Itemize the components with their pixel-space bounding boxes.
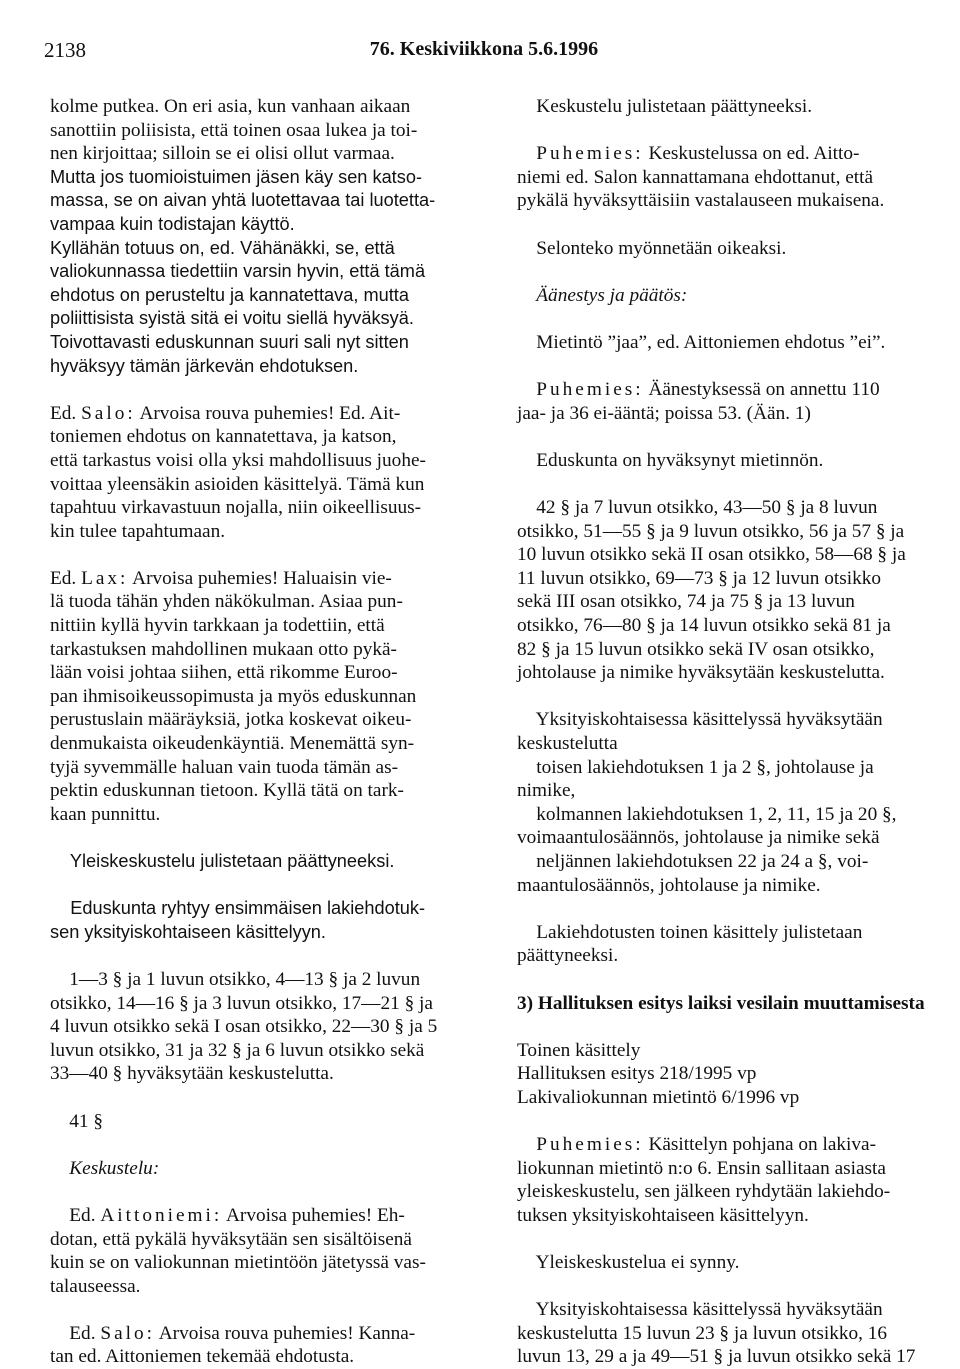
- right-line: päättyneeksi.: [517, 945, 619, 967]
- right-speech-first-line: [517, 142, 957, 166]
- right-line: niemi ed. Salon kannattamana ehdottanut, että: [517, 166, 874, 188]
- right-column: [517, 95, 957, 1369]
- right-line: Yleiskeskustelua ei synny.: [517, 1252, 740, 1274]
- right-speech-first-line: [517, 378, 957, 402]
- page-header: [44, 38, 924, 64]
- right-line: Hallituksen esitys 218/1995 vp: [517, 1063, 757, 1085]
- left-line: talauseessa.: [50, 1275, 141, 1297]
- right-line: jaa- ja 36 ei-ääntä; poissa 53. (Ään. 1): [517, 402, 811, 424]
- left-line: lä tuoda tähän yhden näkökulman. Asiaa pun-: [50, 591, 403, 613]
- right-line: otsikko, 76—80 § ja 14 luvun otsikko sekä 81 ja: [517, 615, 891, 637]
- left-line: denmukaista oikeudenkäyntiä. Menemättä syn-: [50, 733, 415, 755]
- right-line: sekä III osan otsikko, 74 ja 75 § ja 13 luvun: [517, 591, 855, 613]
- left-speech-first-line: [50, 567, 480, 591]
- right-line: johtolause ja nimike hyväksytään keskustelutta.: [517, 662, 885, 684]
- left-speech-first-line: [50, 1204, 480, 1228]
- right-line: 10 luvun otsikko sekä II osan otsikko, 58—68 § ja: [517, 544, 906, 566]
- left-line: ehdotus on perusteltu ja kannatettava, mutta: [50, 284, 409, 305]
- left-line: pan ihmisoikeussopimusta ja myös eduskunnan: [50, 685, 417, 707]
- left-line: massa, se on aivan yhtä luotettavaa tai luotetta-: [50, 190, 436, 211]
- right-line: Yksityiskohtaisessa käsittelyssä hyväksytään: [517, 709, 883, 731]
- left-line: 1—3 § ja 1 luvun otsikko, 4—13 § ja 2 luvun: [50, 968, 421, 990]
- right-line: toisen lakiehdotuksen 1 ja 2 §, johtolause ja: [517, 756, 874, 778]
- left-speech-first-line: [50, 1322, 480, 1346]
- speaker-name: Salo:: [81, 402, 136, 424]
- speech-text: Arvoisa puhemies! Haluaisin vie-: [128, 567, 392, 589]
- right-line: luvun 13, 29 a ja 49—51 § ja luvun otsikko sekä 17: [517, 1346, 916, 1368]
- left-line: Keskustelu:: [50, 1157, 160, 1179]
- right-line: Toinen käsittely: [517, 1039, 641, 1061]
- speech-text: Arvoisa rouva puhemies! Ed. Ait-: [135, 402, 401, 424]
- issue-title: 76. Keskiviikkona 5.6.1996: [369, 38, 599, 60]
- right-line: 82 § ja 15 luvun otsikko sekä IV osan otsikko,: [517, 638, 875, 660]
- speech-text: Äänestyksessä on annettu 110: [643, 379, 880, 401]
- speech-prefix: [517, 1134, 536, 1155]
- right-line: yleiskeskustelu, sen jälkeen ryhdytään lakiehdo-: [517, 1181, 891, 1203]
- left-line: toniemen ehdotus on kannatettava, ja katson,: [50, 426, 397, 448]
- left-line: otsikko, 14—16 § ja 3 luvun otsikko, 17—21 § ja: [50, 992, 433, 1014]
- speaker-name: Salo:: [100, 1322, 155, 1344]
- left-line: 4 luvun otsikko sekä I osan otsikko, 22—30 § ja 5: [50, 1016, 438, 1038]
- left-line: pektin eduskunnan tietoon. Kyllä tätä on tark-: [50, 780, 404, 802]
- left-line: lään voisi johtaa siihen, että rikomme Euroo-: [50, 662, 398, 684]
- left-line: kolme putkea. On eri asia, kun vanhaan aikaan: [50, 96, 411, 117]
- left-line: kuin se on valiokunnan mietintöön jätetyssä vas-: [50, 1252, 426, 1274]
- right-line: Lakiehdotusten toinen käsittely julistetaan: [517, 921, 863, 943]
- left-line: vampaa kuin todistajan käyttö.: [50, 213, 295, 234]
- right-line: 3) Hallituksen esitys laiksi vesilain muuttamisesta: [517, 992, 925, 1014]
- speech-prefix: [517, 143, 536, 164]
- right-line: otsikko, 51—55 § ja 9 luvun otsikko, 56 ja 57 § ja: [517, 520, 905, 542]
- speaker-name: Lax:: [81, 567, 129, 589]
- left-line: kaan punnittu.: [50, 803, 161, 825]
- left-line: tan ed. Aittoniemen tekemää ehdotusta.: [50, 1346, 355, 1368]
- speaker-name: Puhemies:: [536, 143, 644, 165]
- speech-prefix: Ed.: [50, 567, 82, 589]
- right-line: pykälä hyväksyttäisiin vastalauseen mukaisena.: [517, 190, 885, 212]
- speech-text: Keskustelussa on ed. Aitto-: [643, 143, 860, 165]
- left-line: hyväksyy tämän järkevän ehdotuksen.: [50, 355, 359, 376]
- right-line: Mietintö ”jaa”, ed. Aittoniemen ehdotus ”ei”.: [517, 331, 886, 353]
- speech-prefix: Ed.: [50, 1204, 101, 1226]
- left-line: Eduskunta ryhtyy ensimmäisen lakiehdotuk-: [50, 898, 426, 919]
- right-line: Eduskunta on hyväksynyt mietinnön.: [517, 449, 824, 471]
- speech-prefix: [517, 379, 536, 400]
- left-line: Kyllähän totuus on, ed. Vähänäkki, se, että: [50, 237, 395, 258]
- left-line: että tarkastus voisi olla yksi mahdollisuus juohe-: [50, 449, 426, 471]
- left-column: [50, 95, 480, 1369]
- right-line: Keskustelu julistetaan päättyneeksi.: [517, 96, 813, 117]
- right-line: 11 luvun otsikko, 69—73 § ja 12 luvun otsikko: [517, 567, 882, 589]
- left-line: nittiin kyllä hyvin tarkkaan ja todettiin, että: [50, 615, 385, 637]
- left-line: nen kirjoittaa; silloin se ei olisi ollut varmaa.: [50, 143, 395, 165]
- right-line: keskustelutta 15 luvun 23 § ja luvun otsikko, 16: [517, 1322, 888, 1344]
- right-line: 42 § ja 7 luvun otsikko, 43—50 § ja 8 luvun: [517, 497, 878, 519]
- left-line: tarkastuksen mahdollinen mukaan otto pykä-: [50, 638, 397, 660]
- speech-text: Arvoisa puhemies! Eh-: [222, 1204, 405, 1226]
- left-line: luvun otsikko, 31 ja 32 § ja 6 luvun otsikko sekä: [50, 1039, 425, 1061]
- right-line: Lakivaliokunnan mietintö 6/1996 vp: [517, 1086, 800, 1108]
- left-line: perustuslain määräyksiä, jotka koskevat oikeu-: [50, 709, 412, 731]
- left-line: 41 §: [50, 1110, 104, 1132]
- left-line: 33—40 § hyväksytään keskustelutta.: [50, 1063, 334, 1085]
- speech-text: Käsittelyn pohjana on lakiva-: [643, 1134, 877, 1156]
- right-line: keskustelutta: [517, 733, 618, 755]
- left-line: tapahtuu virkavastuun nojalla, niin oikeellisuus-: [50, 497, 422, 519]
- speech-prefix: Ed.: [50, 1322, 101, 1344]
- right-line: Yksityiskohtaisessa käsittelyssä hyväksytään: [517, 1299, 883, 1321]
- speaker-name: Aittoniemi:: [100, 1204, 223, 1226]
- right-line: kolmannen lakiehdotuksen 1, 2, 11, 15 ja 20 §,: [517, 803, 897, 825]
- left-speech-first-line: [50, 402, 480, 426]
- right-line: tuksen yksityiskohtaiseen käsittelyyn.: [517, 1204, 809, 1226]
- left-line: Yleiskeskustelu julistetaan päättyneeksi.: [50, 851, 395, 871]
- right-line: nimike,: [517, 780, 576, 802]
- left-line: kin tulee tapahtumaan.: [50, 520, 226, 542]
- speech-prefix: Ed.: [50, 402, 82, 424]
- left-line: poliittisista syistä sitä ei voitu siellä hyväksyä.: [50, 308, 414, 329]
- left-line: Toivottavasti eduskunnan suuri sali nyt sitten: [50, 331, 409, 352]
- left-line: dotan, että pykälä hyväksytään sen sisältöisenä: [50, 1228, 412, 1250]
- right-line: Äänestys ja päätös:: [517, 284, 688, 306]
- left-line: tyjä syvemmälle haluan vain tuoda tämän as-: [50, 756, 399, 778]
- left-line: valiokunnassa tiedettiin varsin hyvin, että tämä: [50, 261, 426, 282]
- speaker-name: Puhemies:: [536, 1134, 644, 1156]
- page-number: 2138: [44, 38, 86, 62]
- speech-text: Arvoisa rouva puhemies! Kanna-: [154, 1322, 416, 1344]
- right-line: voimaantulosäännös, johtolause ja nimike sekä: [517, 827, 880, 849]
- right-line: neljännen lakiehdotuksen 22 ja 24 a §, voi-: [517, 851, 869, 872]
- right-speech-first-line: [517, 1133, 957, 1157]
- left-line: voittaa yleensäkin asioiden käsittelyä. Tämä kun: [50, 473, 425, 495]
- left-line: sen yksityiskohtaiseen käsittelyyn.: [50, 921, 326, 942]
- right-line: maantulosäännös, johtolause ja nimike.: [517, 874, 821, 896]
- speaker-name: Puhemies:: [536, 379, 644, 401]
- right-line: Selonteko myönnetään oikeaksi.: [517, 237, 787, 259]
- right-line: liokunnan mietintö n:o 6. Ensin sallitaan asiasta: [517, 1157, 886, 1179]
- left-line: Mutta jos tuomioistuimen jäsen käy sen katso-: [50, 166, 423, 187]
- left-line: sanottiin poliisista, että toinen osaa lukea ja toi-: [50, 119, 418, 141]
